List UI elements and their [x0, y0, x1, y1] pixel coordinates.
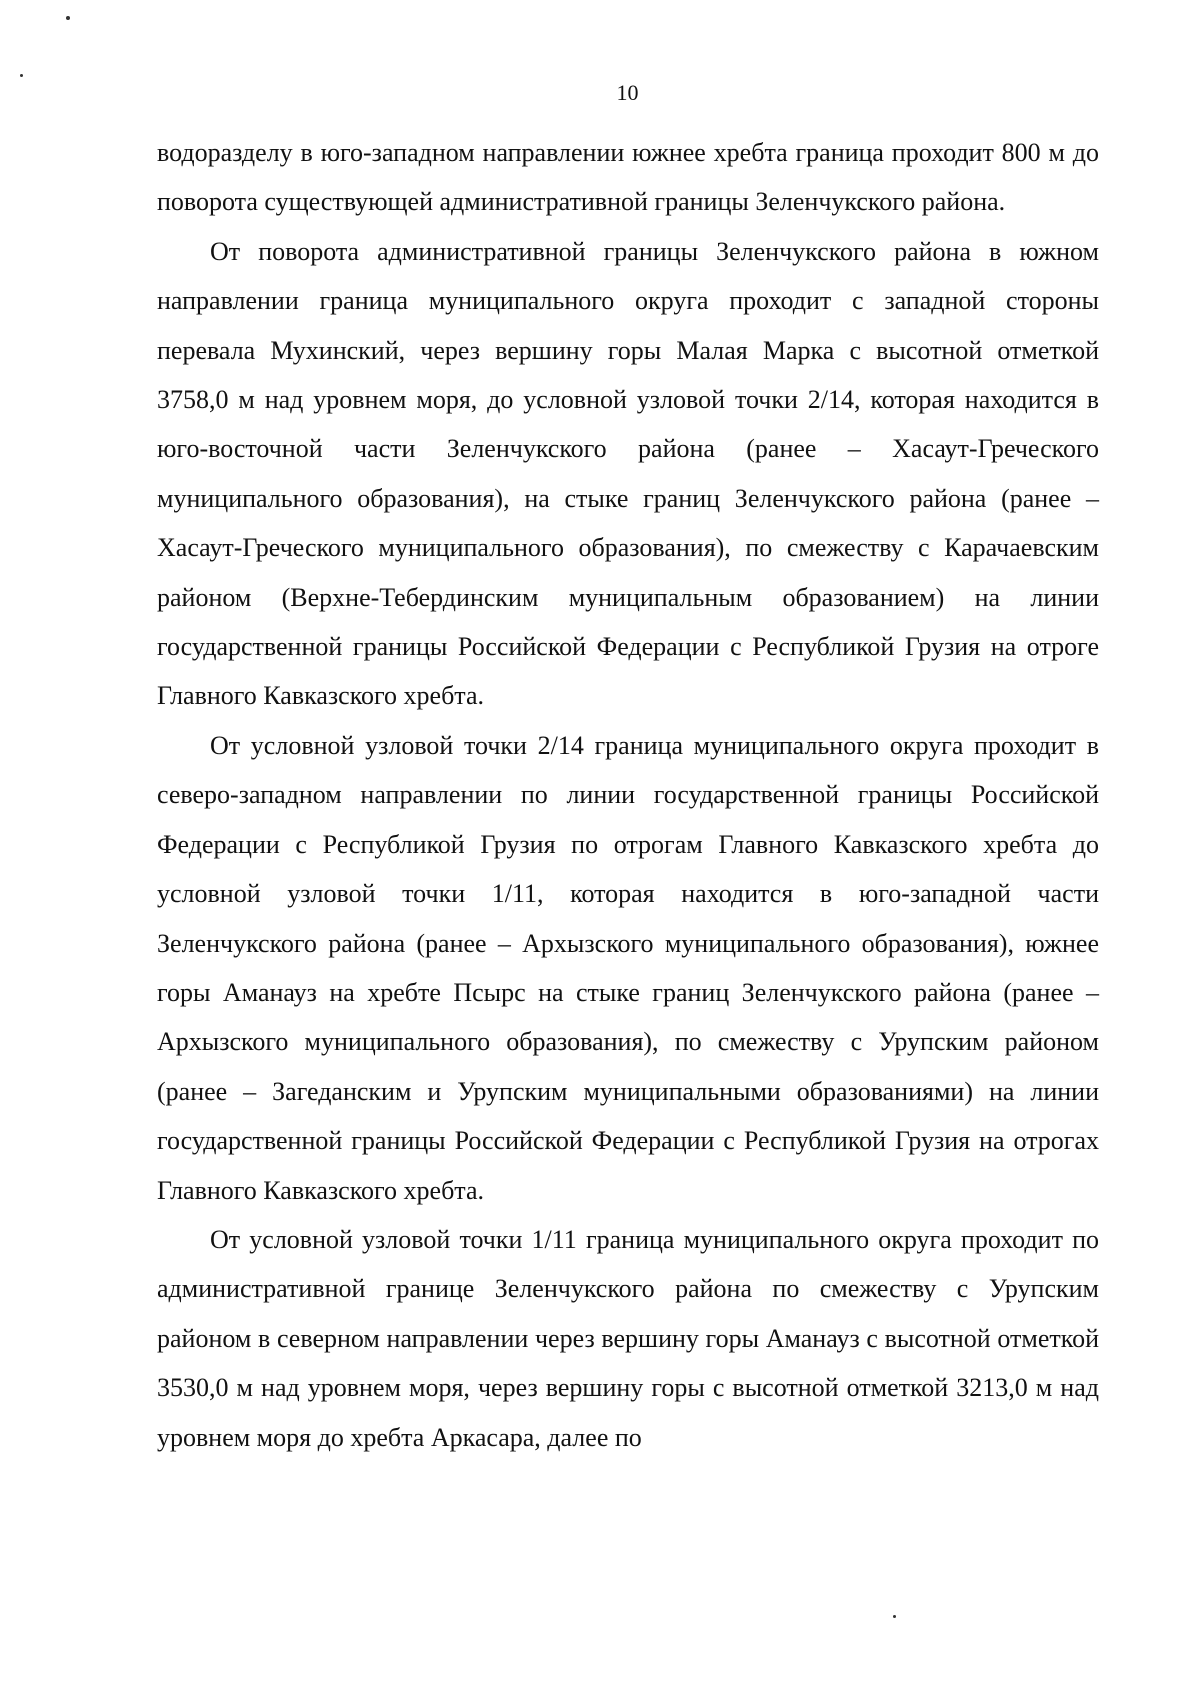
paragraph-1: водоразделу в юго-западном направлении южнее хребта граница проходит 800 м до поворота существующей административной границы Зеленчукского района. [157, 138, 1099, 217]
paragraph-2: От поворота административной границы Зеленчукского района в южном направлении граница муниципального округа проходит с западной стороны перевала Мухинский, через вершину горы Малая Марка с высотной отметкой 3758,0 м над уровнем моря, до условной узловой точки 2/14, которая находится в юго-восточной части Зеленчукского района (ранее – Хасаут-Греческого муниципального образования), на стыке границ Зеленчукского района (ранее – Хасаут-Греческого муниципального образования), по смежеству с Карачаевским районом (Верхне-Тебердинским муниципальным образованием) на линии государственной границы Российской Федерации с Республикой Грузия на отроге Главного Кавказского хребта. [157, 236, 1099, 711]
paragraph-3: От условной узловой точки 2/14 граница муниципального округа проходит в северо-западном направлении по линии государственной границы Российской Федерации с Республикой Грузия по отрогам Главного Кавказского хребта до условной узловой точки 1/11, которая находится в юго-западной части Зеленчукского района (ранее – Архызского муниципального образования), южнее горы Аманауз на хребте Псырс на стыке границ Зеленчукского района (ранее – Архызского муниципального образования), по смежеству с Урупским районом (ранее – Загеданским и Урупским муниципальными образованиями) на линии государственной границы Российской Федерации с Республикой Грузия на отрогах Главного Кавказского хребта. [157, 730, 1099, 1205]
paragraph-4: От условной узловой точки 1/11 граница муниципального округа проходит по административной границе Зеленчукского района по смежеству с Урупским районом в северном направлении через вершину горы Аманауз с высотной отметкой 3530,0 м над уровнем моря, через вершину горы с высотной отметкой 3213,0 м над уровнем моря до хребта Аркасара, далее по [157, 1224, 1099, 1452]
page-number: 10 [616, 80, 639, 105]
scan-speck [20, 74, 23, 77]
scan-speck [893, 1615, 896, 1618]
document-body [157, 128, 1099, 1462]
scan-speck [66, 16, 70, 20]
